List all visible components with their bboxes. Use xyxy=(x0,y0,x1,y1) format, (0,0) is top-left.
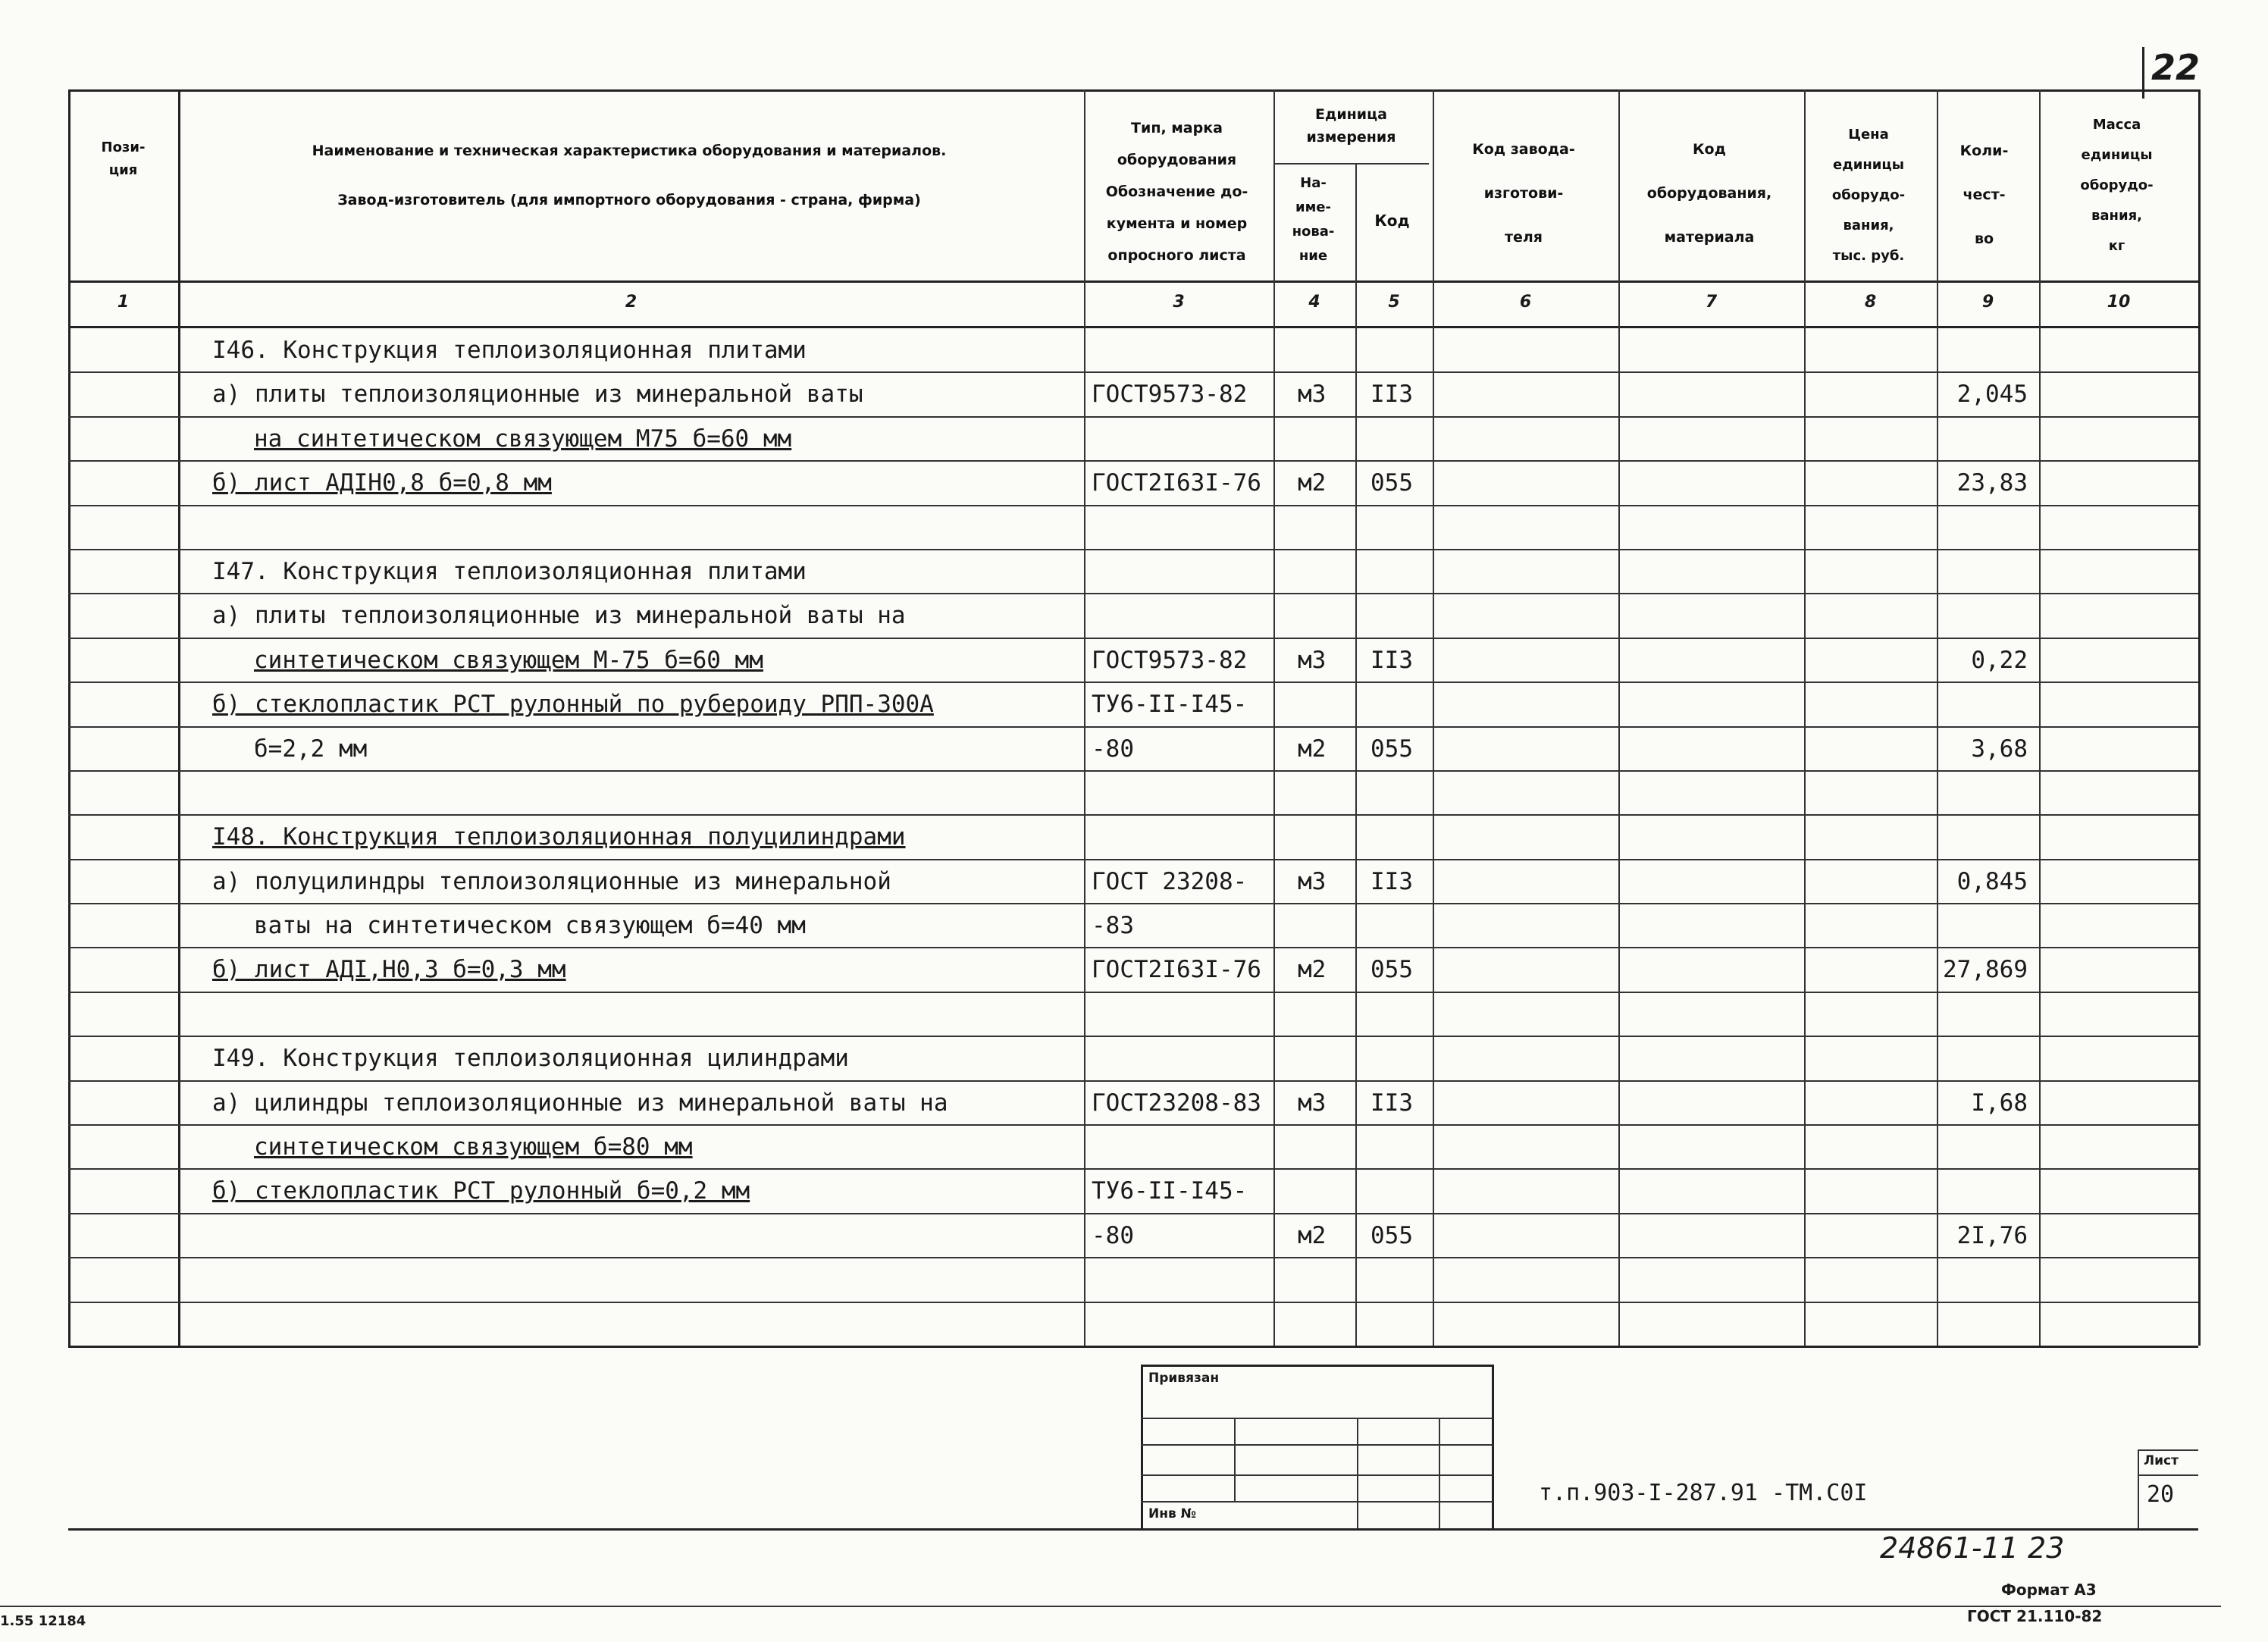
handwritten-number: 24861-11 23 xyxy=(1880,1531,2065,1565)
header-unit-code: Код xyxy=(1374,212,1410,230)
row-document: ГОСТ 23208- xyxy=(1092,868,1248,895)
row-name: I46. Конструкция теплоизоляционная плитами xyxy=(212,337,807,364)
grid-vline xyxy=(1273,89,1275,1346)
column-number: 1 xyxy=(117,293,130,312)
row-name: на синтетическом связующем М75 б=60 мм xyxy=(254,425,792,453)
corner-code: 1.55 12184 xyxy=(0,1613,86,1629)
row-line xyxy=(68,814,2198,816)
header-mass: Масса единицы оборудо- вания, кг xyxy=(2080,117,2154,254)
sheet-number-handwritten: 22 xyxy=(2151,47,2201,88)
row-line xyxy=(68,416,2198,418)
row-name: а) цилиндры теплоизоляционные из минеральной ваты на xyxy=(212,1089,948,1117)
row-unit: м3 xyxy=(1298,647,1327,674)
row-line xyxy=(68,682,2198,683)
row-line xyxy=(68,371,2198,373)
row-line xyxy=(68,770,2198,772)
row-line xyxy=(68,947,2198,948)
column-number: 4 xyxy=(1308,293,1320,312)
row-name: а) плиты теплоизоляционные из минеральной ваты на xyxy=(212,602,906,629)
row-quantity: 3,68 xyxy=(1971,735,2028,763)
grid-vline xyxy=(1618,89,1620,1346)
column-number: 2 xyxy=(625,293,637,312)
row-name: б) стеклопластик РСТ рулонный б=0,2 мм xyxy=(212,1177,750,1205)
row-document: -80 xyxy=(1092,735,1134,763)
row-line xyxy=(68,1036,2198,1037)
row-name: ваты на синтетическом связующем б=40 мм xyxy=(254,912,806,939)
row-line xyxy=(68,1080,2198,1082)
row-line xyxy=(68,726,2198,728)
document-designation: т.п.903-I-287.91 -ТМ.С0I xyxy=(1539,1480,1868,1506)
row-name: а) полуцилиндры теплоизоляционные из минеральной xyxy=(212,868,891,895)
list-number: 20 xyxy=(2147,1481,2175,1508)
row-unit-code: 055 xyxy=(1371,469,1413,497)
column-number: 9 xyxy=(1981,293,1994,312)
column-number: 7 xyxy=(1705,293,1718,312)
row-name: б) лист АДI,Н0,3 б=0,3 мм xyxy=(212,956,566,983)
row-line xyxy=(68,903,2198,904)
row-document: ГОСТ9573-82 xyxy=(1092,647,1248,674)
grid-vline xyxy=(2039,89,2041,1346)
header-name-line2: Завод-изготовитель (для импортного оборудования - страна, фирма) xyxy=(337,192,921,208)
header-equipment-code: Код оборудования, материала xyxy=(1646,141,1772,246)
row-quantity: 27,869 xyxy=(1943,956,2028,983)
row-unit: м2 xyxy=(1298,735,1327,763)
row-unit: м2 xyxy=(1298,469,1327,497)
grid-vline xyxy=(2198,89,2201,1346)
row-unit: м2 xyxy=(1298,956,1327,983)
grid-vline xyxy=(1084,89,1085,1346)
row-unit: м3 xyxy=(1298,381,1327,408)
bottom-rule xyxy=(0,1606,2221,1607)
header-name-line1: Наименование и техническая характеристика оборудования и материалов. xyxy=(312,143,947,159)
row-quantity: 0,22 xyxy=(1971,647,2028,674)
row-line xyxy=(68,859,2198,860)
row-name: I47. Конструкция теплоизоляционная плитами xyxy=(212,558,807,585)
column-number: 8 xyxy=(1864,293,1877,312)
header-plant-code: Код завода- изготови- теля xyxy=(1472,141,1575,246)
grid-vline xyxy=(1937,89,1938,1346)
column-number: 5 xyxy=(1388,293,1400,312)
row-line xyxy=(68,1124,2198,1126)
inv-no-label: Инв № xyxy=(1148,1506,1197,1521)
row-document: ГОСТ23208-83 xyxy=(1092,1089,1261,1117)
header-unit-group: Единица измерения xyxy=(1306,106,1396,146)
row-unit-code: 055 xyxy=(1371,735,1413,763)
row-name: I48. Конструкция теплоизоляционная полуцилиндрами xyxy=(212,823,906,851)
row-unit-code: II3 xyxy=(1371,868,1413,895)
row-line xyxy=(68,460,2198,462)
row-unit-code: II3 xyxy=(1371,1089,1413,1117)
row-name: синтетическом связующем М-75 б=60 мм xyxy=(254,647,763,674)
row-name: I49. Конструкция теплоизоляционная цилиндрами xyxy=(212,1045,849,1072)
privyazan-label: Привязан xyxy=(1148,1371,1220,1386)
row-document: -83 xyxy=(1092,912,1134,939)
row-unit-code: 055 xyxy=(1371,956,1413,983)
row-unit-code: II3 xyxy=(1371,381,1413,408)
row-document: ГОСТ2I63I-76 xyxy=(1092,956,1261,983)
row-name: а) плиты теплоизоляционные из минеральной ваты xyxy=(212,381,863,408)
format-label: Формат А3 xyxy=(2001,1581,2097,1599)
grid-vline xyxy=(68,89,70,1346)
row-quantity: 2I,76 xyxy=(1956,1222,2028,1249)
row-quantity: 0,845 xyxy=(1956,868,2028,895)
column-number: 10 xyxy=(2107,293,2131,312)
row-unit-code: II3 xyxy=(1371,647,1413,674)
row-quantity: 2,045 xyxy=(1956,381,2028,408)
row-name: б=2,2 мм xyxy=(254,735,368,763)
row-name: синтетическом связующем б=80 мм xyxy=(254,1133,693,1161)
row-unit-code: 055 xyxy=(1371,1222,1413,1249)
row-document: ГОСТ2I63I-76 xyxy=(1092,469,1261,497)
row-document: ТУ6-II-I45- xyxy=(1092,691,1248,718)
row-line xyxy=(68,549,2198,550)
row-quantity: 23,83 xyxy=(1956,469,2028,497)
row-name: б) лист АДIН0,8 б=0,8 мм xyxy=(212,469,552,497)
row-line xyxy=(68,1257,2198,1258)
gost-label: ГОСТ 21.110-82 xyxy=(1967,1607,2103,1625)
row-line xyxy=(68,593,2198,594)
column-number: 6 xyxy=(1519,293,1532,312)
row-document: ГОСТ9573-82 xyxy=(1092,381,1248,408)
row-unit: м3 xyxy=(1298,868,1327,895)
row-line xyxy=(68,505,2198,506)
row-document: -80 xyxy=(1092,1222,1134,1249)
row-quantity: I,68 xyxy=(1971,1089,2028,1117)
header-type: Тип, марка оборудования Обозначение до- кумента и номер опросного листа xyxy=(1105,120,1248,264)
row-line xyxy=(68,638,2198,639)
list-label: Лист xyxy=(2144,1453,2179,1468)
grid-vline xyxy=(178,89,180,1346)
header-price: Цена единицы оборудо- вания, тыс. руб. xyxy=(1831,127,1906,264)
row-name: б) стеклопластик РСТ рулонный по рубероиду РПП-300А xyxy=(212,691,934,718)
header-quantity: Коли- чест- во xyxy=(1959,143,2009,247)
grid-vline xyxy=(1804,89,1806,1346)
row-unit: м3 xyxy=(1298,1089,1327,1117)
column-number: 3 xyxy=(1173,293,1185,312)
grid-vline xyxy=(1433,89,1434,1346)
row-unit: м2 xyxy=(1298,1222,1327,1249)
row-line xyxy=(68,1213,2198,1214)
row-line xyxy=(68,1168,2198,1170)
row-document: ТУ6-II-I45- xyxy=(1092,1177,1248,1205)
row-line xyxy=(68,992,2198,993)
header-position: Пози- ция xyxy=(101,139,146,178)
row-line xyxy=(68,1302,2198,1303)
header-unit-name: На- име- нова- ние xyxy=(1292,175,1335,264)
